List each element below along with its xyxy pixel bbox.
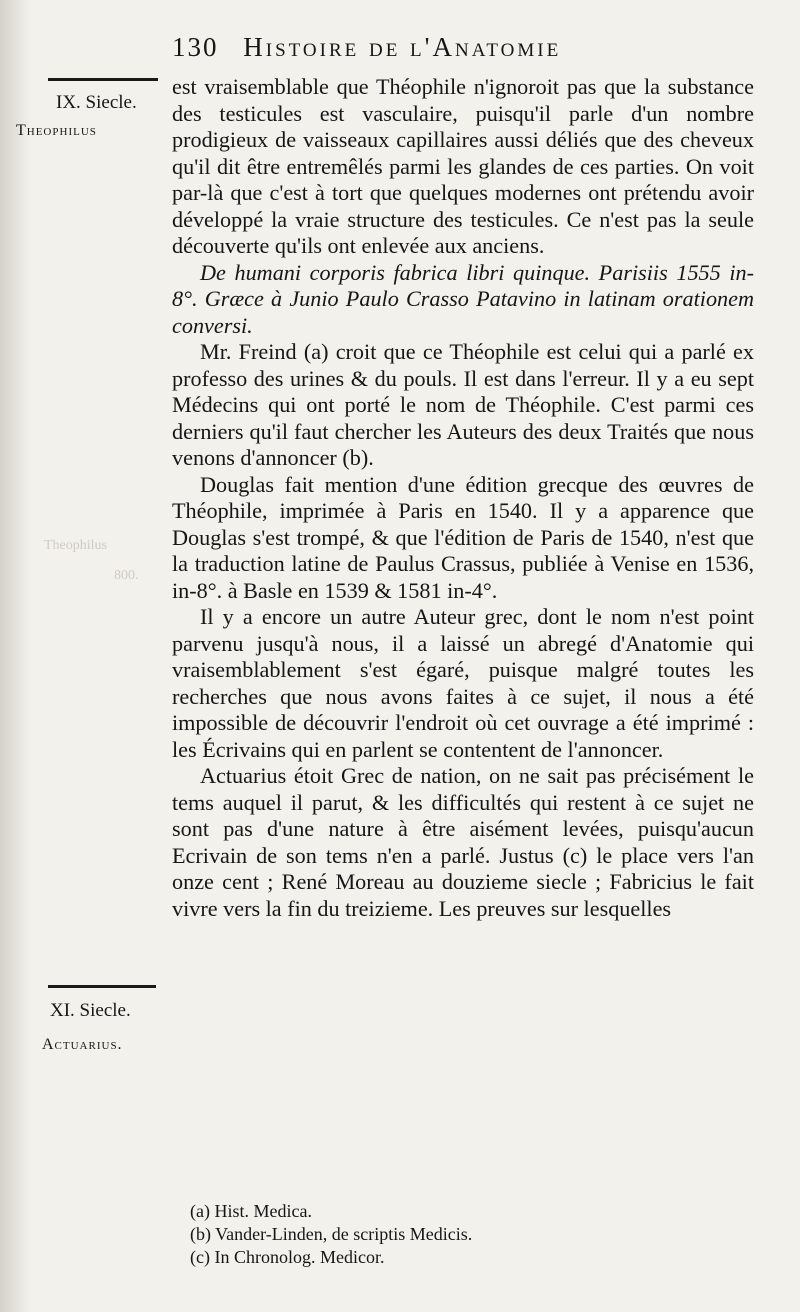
margin-note-century: IX. Siecle. <box>56 92 137 113</box>
main-text <box>172 74 754 922</box>
paragraph-citation: De humani corporis fabrica libri quinque. Parisiis 1555 in-8°. Græce à Junio Paulo Crasso Patavino in latinam orationem conversi. <box>172 259 754 338</box>
margin-note-author: Actuarius. <box>42 1036 123 1053</box>
margin-note-author: Theophilus <box>16 122 97 139</box>
page-header <box>172 32 762 63</box>
paragraph: Il y a encore un autre Auteur grec, dont le nom n'est point parvenu jusqu'à nous, il a laissé un abregé d'Anatomie qui vraisemblablement s'est égaré, puisque malgré toutes les recherches que nous avons faites à ce sujet, il nous a été impossible de découvrir l'endroit où cet ouvrage a été imprimé : les Écrivains qui en parlent se contentent de l'annoncer. <box>172 604 754 762</box>
paragraph: Douglas fait mention d'une édition grecque des œuvres de Théophile, imprimée à Paris en 1540. Il y a apparence que Douglas s'est trompé, & que l'édition de Paris de 1540, n'est que la traduction latine de Paulus Crassus, publiée à Venise en 1536, in-8°. à Basle en 1539 & 1581 in-4°. <box>172 471 754 603</box>
margin-rule <box>48 985 156 988</box>
paragraph: est vraisemblable que Théophile n'ignoroit pas que la substance des testicules est vasculaire, puisqu'il parle d'un nombre prodigieux de vaisseaux capillaires aussi déliés que des cheveux qu'il dit être entremêlés parmi les glandes de ces parties. On voit par-là que c'est à tort que quelques modernes ont prétendu avoir développé la vraie structure des testicules. Ce n'est pas la seule découverte qu'ils ont enlevée aux anciens. <box>172 74 754 258</box>
running-title: Histoire de l'Anatomie <box>243 32 562 62</box>
page-gutter-shadow <box>0 0 30 1312</box>
paragraph: Actuarius étoit Grec de nation, on ne sait pas précisément le tems auquel il parut, & les difficultés qui restent à ce sujet ne sont pas d'une nature à être aisément levées, puisqu'aucun Ecrivain de son tems n'en a parlé. Justus (c) le place vers l'an onze cent ; René Moreau au douzieme siecle ; Fabricius le fait vivre vers la fin du treizieme. Les preuves sur lesquelles <box>172 763 754 921</box>
margin-rule <box>48 78 158 81</box>
footnote: (b) Vander-Linden, de scriptis Medicis. <box>190 1224 473 1244</box>
footnote: (c) In Chronolog. Medicor. <box>190 1247 385 1267</box>
page-number: 130 <box>172 32 219 62</box>
paragraph: Mr. Freind (a) croit que ce Théophile est celui qui a parlé ex professo des urines & du pouls. Il est dans l'erreur. Il y a eu sept Médecins qui ont porté le nom de Théophile. C'est parmi ces derniers qu'il faut chercher les Auteurs des deux Traités que nous venons d'annoncer (b). <box>172 339 754 470</box>
bleed-through-number: 800. <box>114 568 139 583</box>
footnotes <box>190 1200 750 1269</box>
bleed-through-text: Theophilus <box>44 538 107 553</box>
footnote: (a) Hist. Medica. <box>190 1201 312 1221</box>
margin-note-century: XI. Siecle. <box>50 1000 131 1021</box>
